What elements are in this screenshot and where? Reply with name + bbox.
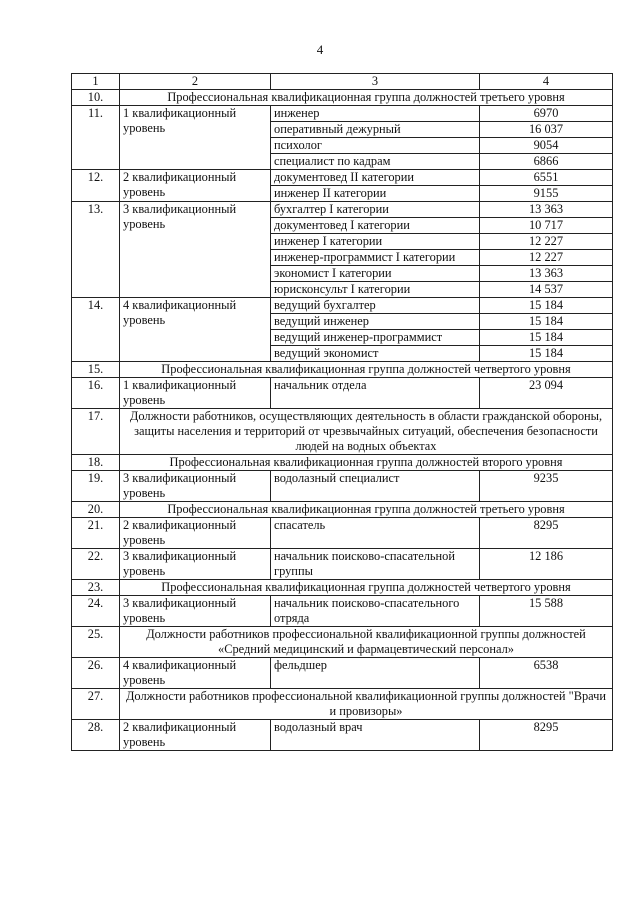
position-name: фельдшер xyxy=(271,658,480,689)
page-number: 4 xyxy=(316,42,324,57)
position-name: ведущий бухгалтер xyxy=(271,298,480,314)
salary-value: 15 184 xyxy=(480,298,613,314)
salary-value: 12 227 xyxy=(480,234,613,250)
row-number: 23. xyxy=(72,580,120,596)
salary-value: 8295 xyxy=(480,518,613,549)
salary-value: 9155 xyxy=(480,186,613,202)
section-row xyxy=(72,502,613,518)
qualification-level: 2 квалификационный уровень xyxy=(120,720,271,751)
row-number: 26. xyxy=(72,658,120,689)
row-number: 27. xyxy=(72,689,120,720)
qualification-level: 2 квалификационный уровень xyxy=(120,170,271,202)
table-row xyxy=(72,298,613,314)
section-title: Профессиональная квалификационная группа должностей третьего уровня xyxy=(120,502,613,518)
salary-table-body xyxy=(72,74,613,751)
position-name: инженер I категории xyxy=(271,234,480,250)
section-title: Должности работников, осуществляющих деятельность в области гражданской обороны, защиты населения и территорий от чрезвычайных ситуаций, обеспечения безопасности людей на водных объектах xyxy=(120,409,613,455)
table-row xyxy=(72,596,613,627)
qualification-level: 4 квалификационный уровень xyxy=(120,298,271,362)
row-number: 16. xyxy=(72,378,120,409)
column-header-1: 1 xyxy=(72,74,120,90)
position-name: ведущий инженер-программист xyxy=(271,330,480,346)
row-number: 10. xyxy=(72,90,120,106)
qualification-level: 3 квалификационный уровень xyxy=(120,202,271,298)
qualification-level: 3 квалификационный уровень xyxy=(120,549,271,580)
row-number: 14. xyxy=(72,298,120,362)
qualification-level: 3 квалификационный уровень xyxy=(120,596,271,627)
position-name: водолазный специалист xyxy=(271,471,480,502)
position-name: ведущий экономист xyxy=(271,346,480,362)
salary-value: 10 717 xyxy=(480,218,613,234)
row-number: 25. xyxy=(72,627,120,658)
position-name: начальник отдела xyxy=(271,378,480,409)
position-name: инженер-программист I категории xyxy=(271,250,480,266)
qualification-level: 1 квалификационный уровень xyxy=(120,378,271,409)
salary-value: 13 363 xyxy=(480,266,613,282)
position-name: инженер II категории xyxy=(271,186,480,202)
position-name: инженер xyxy=(271,106,480,122)
section-row xyxy=(72,689,613,720)
salary-value: 15 184 xyxy=(480,314,613,330)
row-number: 28. xyxy=(72,720,120,751)
column-header-2: 2 xyxy=(120,74,271,90)
row-number: 19. xyxy=(72,471,120,502)
salary-value: 23 094 xyxy=(480,378,613,409)
section-row xyxy=(72,409,613,455)
position-name: спасатель xyxy=(271,518,480,549)
salary-value: 15 184 xyxy=(480,330,613,346)
salary-value: 6551 xyxy=(480,170,613,186)
qualification-level: 1 квалификационный уровень xyxy=(120,106,271,170)
position-name: бухгалтер I категории xyxy=(271,202,480,218)
table-row xyxy=(72,518,613,549)
row-number: 11. xyxy=(72,106,120,170)
section-title: Должности работников профессиональной квалификационной группы должностей "Врачи и провизоры» xyxy=(120,689,613,720)
table-row xyxy=(72,658,613,689)
qualification-level: 3 квалификационный уровень xyxy=(120,471,271,502)
salary-value: 6970 xyxy=(480,106,613,122)
row-number: 15. xyxy=(72,362,120,378)
position-name: документовед I категории xyxy=(271,218,480,234)
position-name: ведущий инженер xyxy=(271,314,480,330)
row-number: 18. xyxy=(72,455,120,471)
row-number: 17. xyxy=(72,409,120,455)
row-number: 22. xyxy=(72,549,120,580)
column-header-4: 4 xyxy=(480,74,613,90)
section-row xyxy=(72,580,613,596)
salary-table xyxy=(71,73,613,751)
salary-value: 16 037 xyxy=(480,122,613,138)
section-row xyxy=(72,455,613,471)
section-title: Должности работников профессиональной квалификационной группы должностей «Средний медицинский и фармацевтический персонал» xyxy=(120,627,613,658)
row-number: 12. xyxy=(72,170,120,202)
position-name: юрисконсульт I категории xyxy=(271,282,480,298)
section-title: Профессиональная квалификационная группа должностей четвертого уровня xyxy=(120,362,613,378)
salary-value: 9054 xyxy=(480,138,613,154)
salary-value: 9235 xyxy=(480,471,613,502)
row-number: 20. xyxy=(72,502,120,518)
row-number: 13. xyxy=(72,202,120,298)
position-name: экономист I категории xyxy=(271,266,480,282)
row-number: 21. xyxy=(72,518,120,549)
salary-value: 15 184 xyxy=(480,346,613,362)
salary-value: 12 227 xyxy=(480,250,613,266)
table-header-row xyxy=(72,74,613,90)
table-row xyxy=(72,549,613,580)
position-name: оперативный дежурный xyxy=(271,122,480,138)
qualification-level: 4 квалификационный уровень xyxy=(120,658,271,689)
section-row xyxy=(72,90,613,106)
section-row xyxy=(72,362,613,378)
table-row xyxy=(72,471,613,502)
table-row xyxy=(72,170,613,186)
table-row xyxy=(72,202,613,218)
salary-value: 6866 xyxy=(480,154,613,170)
section-title: Профессиональная квалификационная группа должностей второго уровня xyxy=(120,455,613,471)
qualification-level: 2 квалификационный уровень xyxy=(120,518,271,549)
table-row xyxy=(72,378,613,409)
section-row xyxy=(72,627,613,658)
table-row xyxy=(72,720,613,751)
position-name: водолазный врач xyxy=(271,720,480,751)
salary-value: 12 186 xyxy=(480,549,613,580)
position-name: специалист по кадрам xyxy=(271,154,480,170)
section-title: Профессиональная квалификационная группа должностей четвертого уровня xyxy=(120,580,613,596)
section-title: Профессиональная квалификационная группа должностей третьего уровня xyxy=(120,90,613,106)
salary-value: 15 588 xyxy=(480,596,613,627)
row-number: 24. xyxy=(72,596,120,627)
position-name: документовед II категории xyxy=(271,170,480,186)
position-name: начальник поисково-спасательной группы xyxy=(271,549,480,580)
column-header-3: 3 xyxy=(271,74,480,90)
table-row xyxy=(72,106,613,122)
salary-value: 14 537 xyxy=(480,282,613,298)
salary-value: 8295 xyxy=(480,720,613,751)
position-name: психолог xyxy=(271,138,480,154)
salary-value: 6538 xyxy=(480,658,613,689)
position-name: начальник поисково-спасательного отряда xyxy=(271,596,480,627)
salary-value: 13 363 xyxy=(480,202,613,218)
